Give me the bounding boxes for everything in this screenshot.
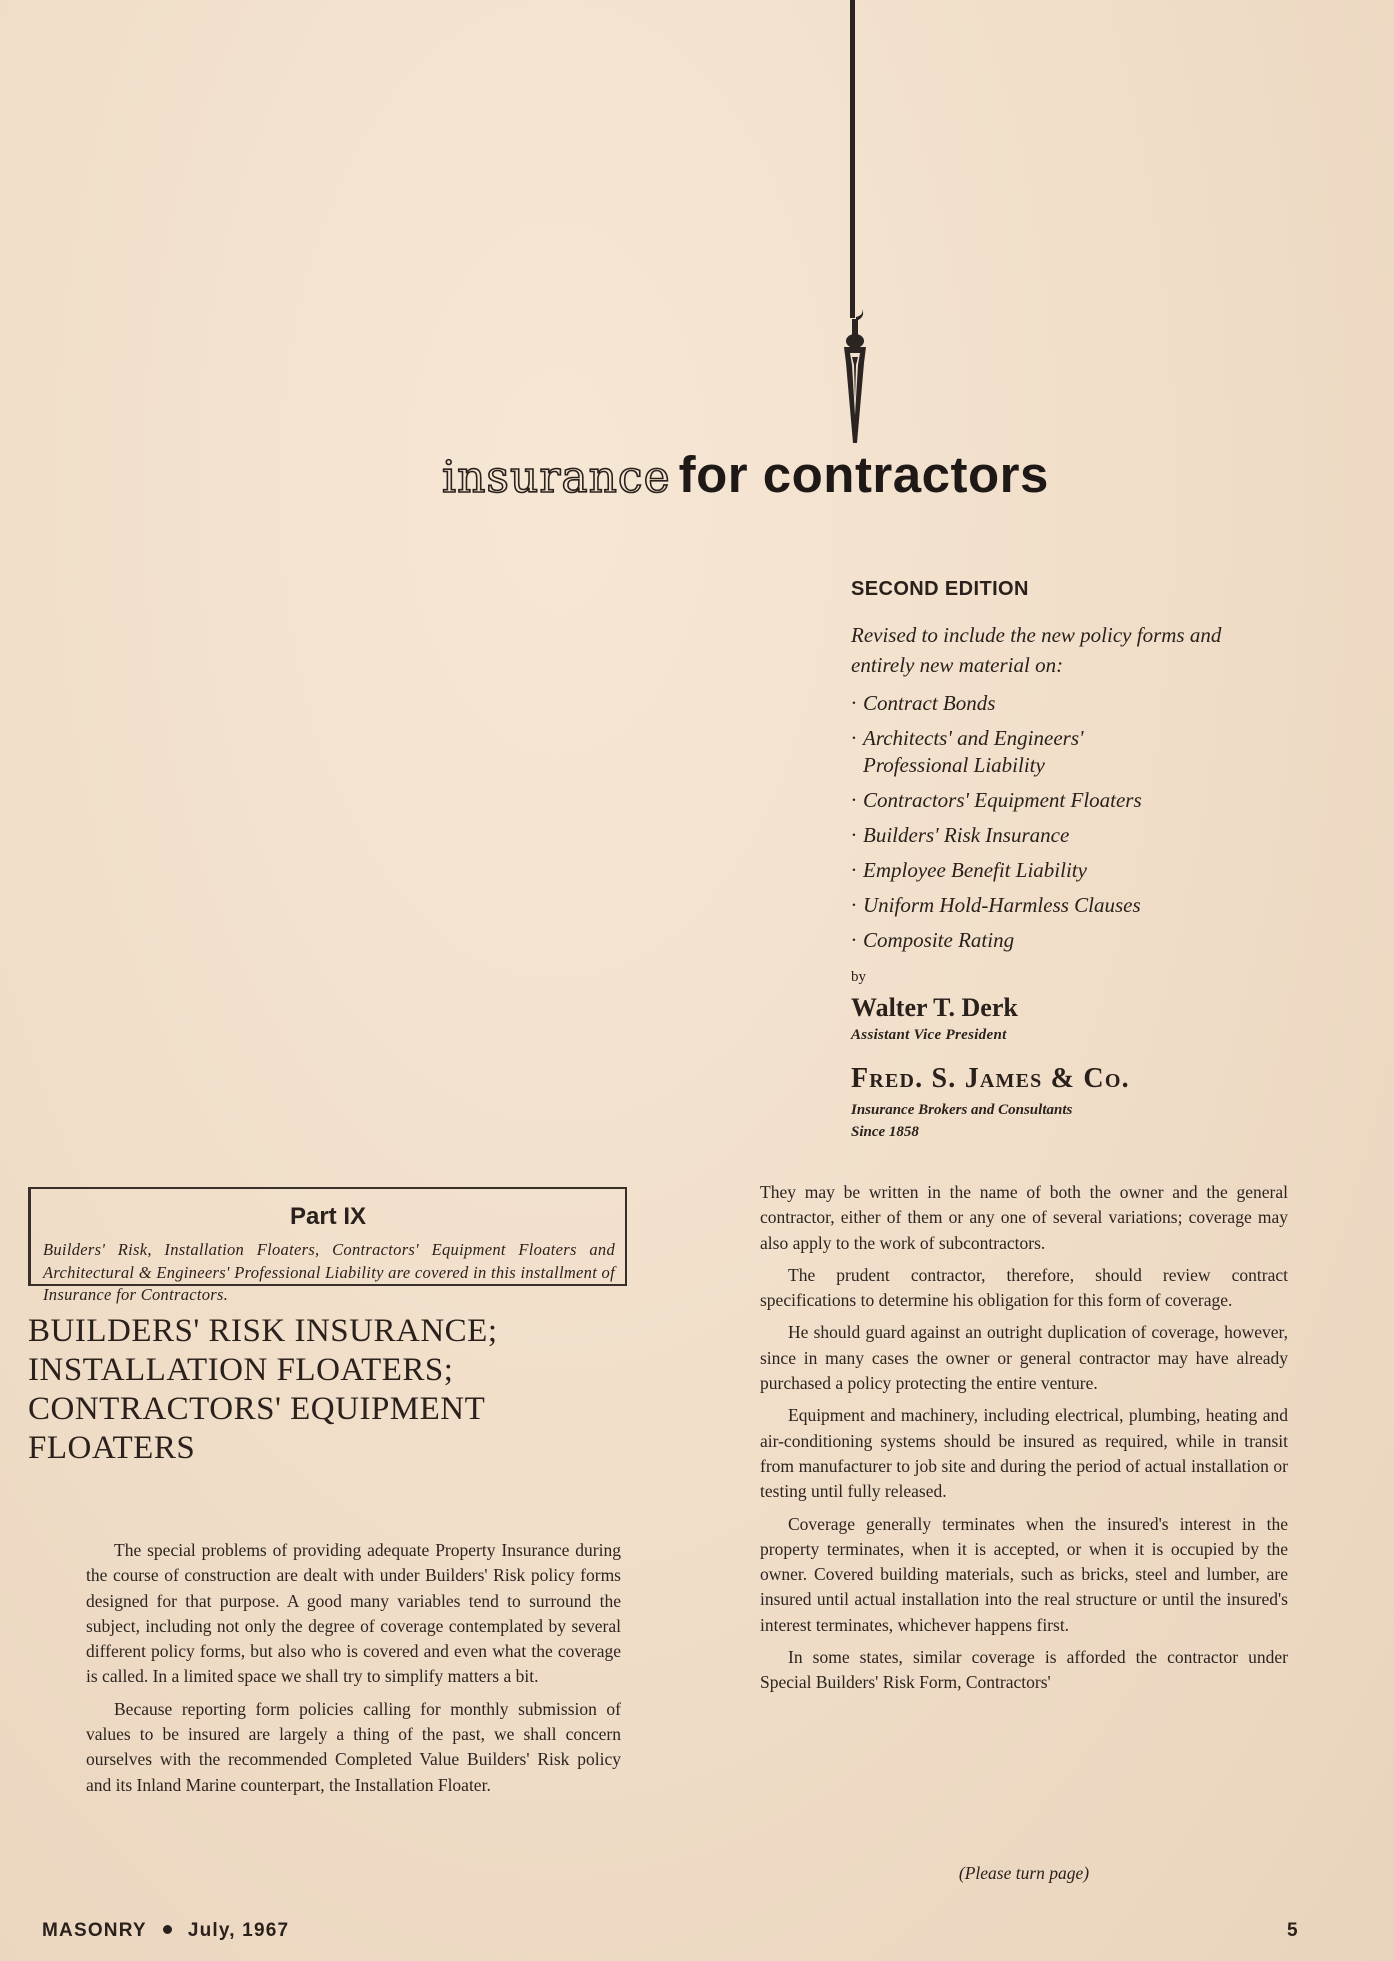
byline-by: by <box>851 969 866 985</box>
left-column <box>86 1538 621 1805</box>
part-title: Part IX <box>289 1203 367 1230</box>
page-title <box>442 445 1049 504</box>
paragraph: Equipment and machinery, including electrical, plumbing, heating and air-conditioning systems should be insured as required, while in transit from manufacturer to job site and during the period of actual installation or testing until fully released. <box>760 1405 1288 1502</box>
turn-page-note: (Please turn page) <box>958 1863 1090 1883</box>
paragraph: In some states, similar coverage is afforded the contractor under Special Builders' Risk Form, Contractors' <box>760 1647 1288 1693</box>
topic-item: · Contract Bonds <box>851 691 996 715</box>
paragraph: The special problems of providing adequate Property Insurance during the course of construction are dealt with under Builders' Risk policy forms designed for that purpose. A good many variables tend to surround the subject, including not only the degree of coverage contemplated by several different policy forms, but also who is covered and even what the coverage is called. In a limited space we shall try to simplify matters a bit. <box>86 1540 621 1687</box>
firm-description-line: Insurance Brokers and Consultants <box>851 1102 1073 1118</box>
firm-description <box>851 1099 1072 1143</box>
plumb-line <box>850 0 855 318</box>
paragraph: Because reporting form policies calling for monthly submission of values to be insured are largely a thing of the past, we shall concern ourselves with the recommended Completed Value Builders' Risk policy and its Inland Marine counterpart, the Installation Floater. <box>86 1698 621 1795</box>
page-number: 5 <box>1287 1920 1298 1941</box>
paragraph: Coverage generally terminates when the insured's interest in the property terminates, when it is accepted, or when it is occupied by the owner. Covered building materials, such as bricks, steel and lumber, are insured until actual installation into the real structure or until the insured's interest terminates, whichever happens first. <box>760 1513 1288 1635</box>
bullet-dot-icon <box>163 1925 172 1934</box>
firm-name: Fred. S. James & Co. <box>851 1063 1130 1094</box>
part-description: Builders' Risk, Installation Floaters, Contractors' Equipment Floaters and Architectural & Engineers' Professional Liability are covered in this installment of Insurance for Contractors. <box>43 1240 615 1304</box>
right-column <box>760 1180 1288 1703</box>
topic-item: · Contractors' Equipment Floaters <box>851 788 1142 812</box>
author-title: Assistant Vice President <box>851 1027 1007 1043</box>
title-bold-words: for contractors <box>678 446 1049 503</box>
firm-since: Since 1858 <box>851 1124 919 1140</box>
topic-item: · Employee Benefit Liability <box>851 858 1087 882</box>
topic-list <box>851 690 1142 962</box>
paragraph: The prudent contractor, therefore, should review contract specifications to determine his obligation for this form of coverage. <box>760 1264 1288 1311</box>
publication-name: MASONRY <box>42 1920 147 1941</box>
article-headline: BUILDERS' RISK INSURANCE; INSTALLATION FLOATERS; CONTRACTORS' EQUIPMENT FLOATERS <box>28 1313 498 1466</box>
topic-item: · Builders' Risk Insurance <box>851 823 1070 847</box>
plumb-bob-icon <box>836 305 872 445</box>
title-outline-word: insurance <box>442 452 671 503</box>
paragraph: They may be written in the name of both the owner and the general contractor, either of them or any one of several variations; coverage may also apply to the work of subcontractors. <box>760 1182 1288 1253</box>
part-box <box>28 1187 627 1304</box>
paragraph: He should guard against an outright duplication of coverage, however, since in many cases the owner or general contractor may have already purchased a policy protecting the entire venture. <box>760 1322 1288 1394</box>
footer <box>42 1920 289 1942</box>
revised-note: Revised to include the new policy forms and entirely new material on: <box>851 623 1222 677</box>
topic-item: · Uniform Hold-Harmless Clauses <box>851 893 1141 917</box>
topic-item: · Architects' and Engineers' Professional Liability <box>851 726 1084 777</box>
topic-item: · Composite Rating <box>851 928 1015 952</box>
author-name: Walter T. Derk <box>851 993 1018 1022</box>
edition-label: SECOND EDITION <box>851 578 1029 600</box>
issue-date: July, 1967 <box>187 1920 290 1941</box>
